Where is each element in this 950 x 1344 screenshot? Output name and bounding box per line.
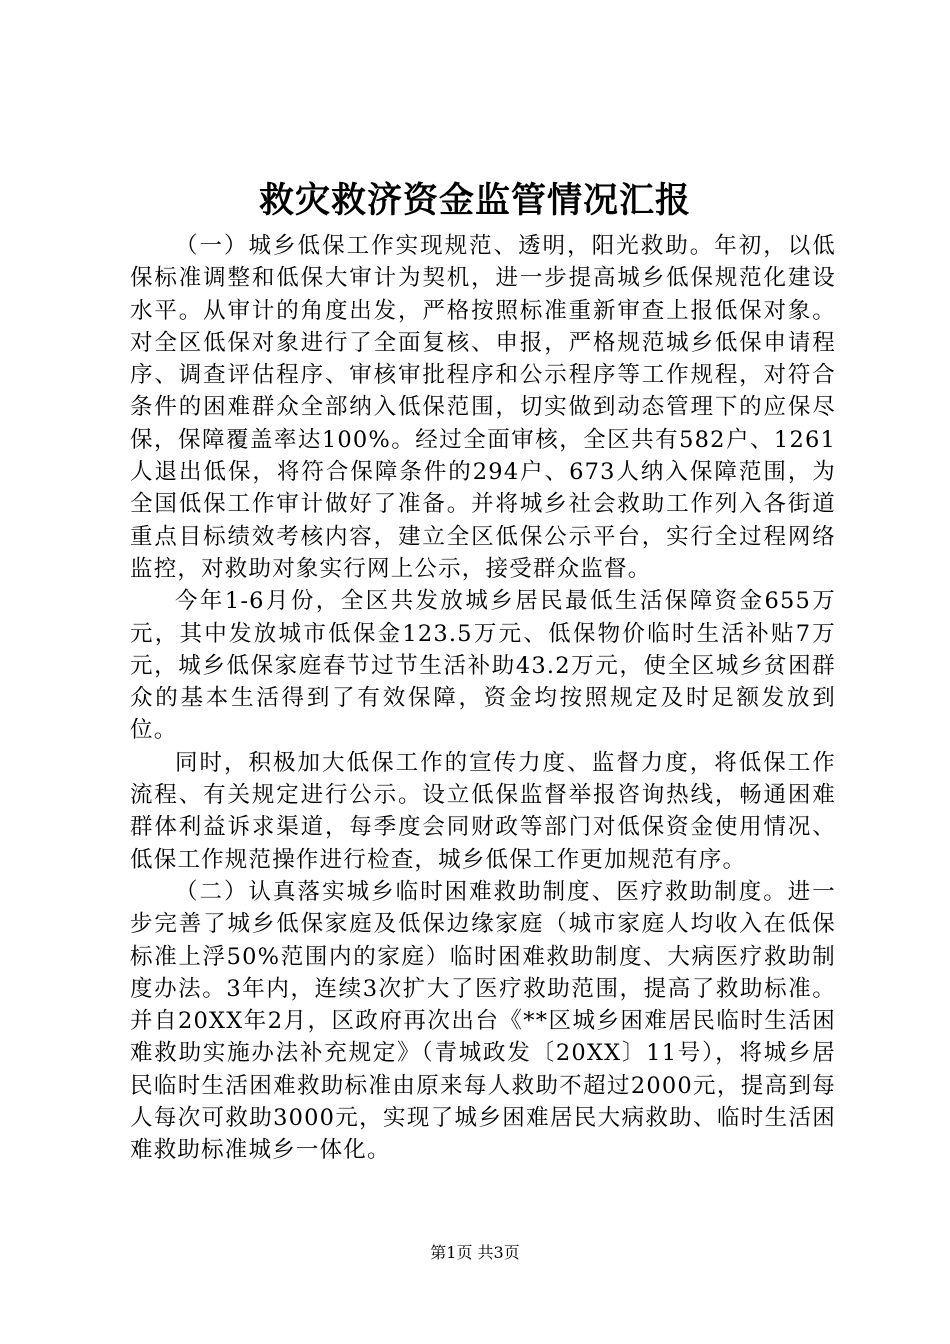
page-footer: 第1页 共3页 bbox=[430, 1243, 520, 1262]
paragraph-1: （一）城乡低保工作实现规范、透明，阳光救助。年初，以低保标准调整和低保大审计为契机，进一步提高城乡低保规范化建设水平。从审计的角度出发，严格按照标准重新审查上报低保对象。对全区低保对象进行了全面复核、申报，严格规范城乡低保申请程序、调查评估程序、审核审批程序和公示程序等工作规程，对符合条件的困难群众全部纳入低保范围，切实做到动态管理下的应保尽保，保障覆盖率达100%。经过全面审核，全区共有582户、1261人退出低保，将符合保障条件的294户、673人纳入保障范围，为全国低保工作审计做好了准备。并将城乡社会救助工作列入各街道重点目标绩效考核内容，建立全区低保公示平台，实行全过程网络监控，对救助对象实行网上公示，接受群众监督。 bbox=[130, 233, 836, 582]
paragraph-4: （二）认真落实城乡临时困难救助制度、医疗救助制度。进一步完善了城乡低保家庭及低保边缘家庭（城市家庭人均收入在低保标准上浮50%范围内的家庭）临时困难救助制度、大病医疗救助制度办法。3年内，连续3次扩大了医疗救助范围，提高了救助标准。并自20XX年2月，区政府再次出台《**区城乡困难居民临时生活困难救助实施办法补充规定》（青城政发〔20XX〕11号），将城乡居民临时生活困难救助标准由原来每人救助不超过2000元，提高到每人每次可救助3000元，实现了城乡困难居民大病救助、临时生活困难救助标准城乡一体化。 bbox=[130, 878, 836, 1164]
document-body bbox=[130, 230, 836, 1167]
document-title: 救灾救济资金监管情况汇报 bbox=[258, 180, 691, 221]
paragraph-3: 同时，积极加大低保工作的宣传力度、监督力度，将低保工作流程、有关规定进行公示。设立低保监督举报咨询热线，畅通困难群体利益诉求渠道，每季度会同财政等部门对低保资金使用情况、低保工作规范操作进行检查，城乡低保工作更加规范有序。 bbox=[130, 749, 836, 873]
paragraph-2: 今年1-6月份，全区共发放城乡居民最低生活保障资金655万元，其中发放城市低保金123.5万元、低保物价临时生活补贴7万元，城乡低保家庭春节过节生活补助43.2万元，使全区城乡贫困群众的基本生活得到了有效保障，资金均按照规定及时足额发放到位。 bbox=[130, 588, 836, 744]
